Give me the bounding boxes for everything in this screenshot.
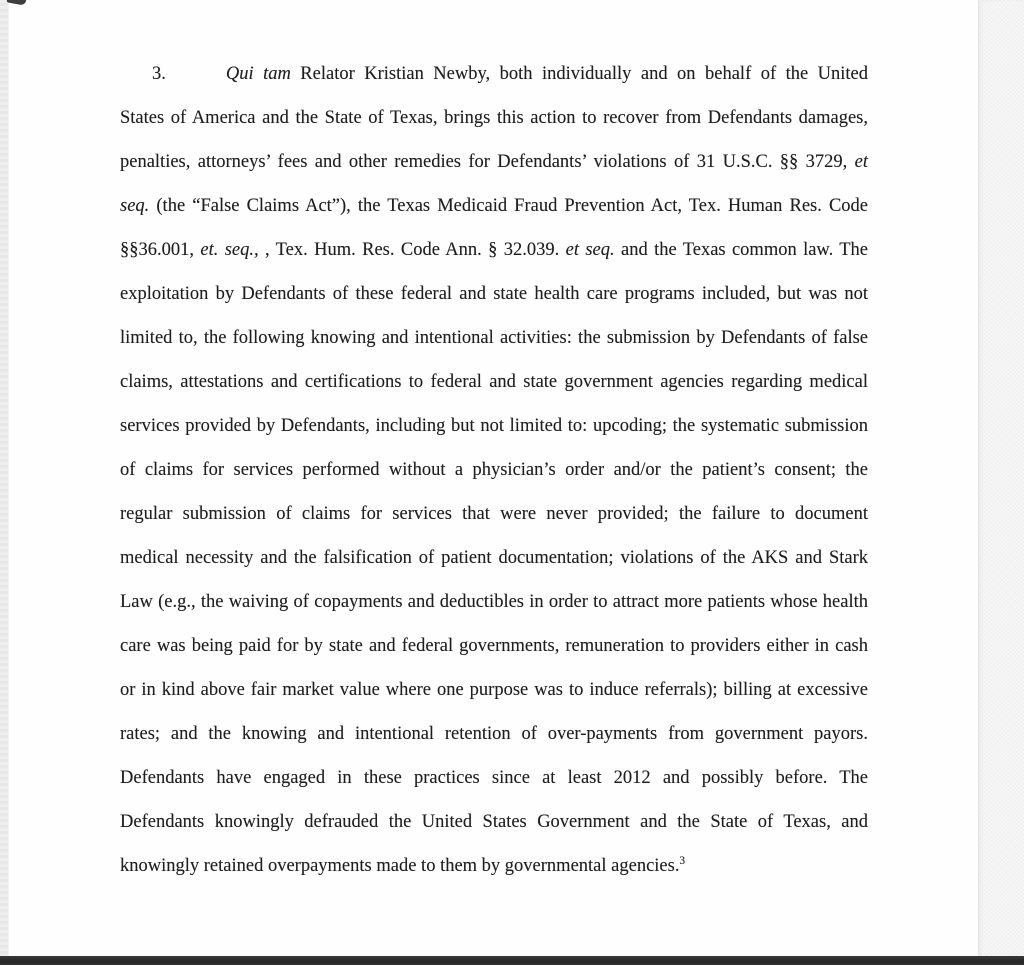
body-text: rates; and the knowing and intentional retention of over-payments from government payors. bbox=[120, 724, 868, 744]
footnote-marker: 3 bbox=[679, 854, 686, 867]
text-line bbox=[120, 756, 868, 800]
text-line bbox=[120, 580, 868, 624]
body-text: Law (e.g., the waiving of copayments and deductibles in order to attract more patients whose health bbox=[120, 592, 868, 612]
body-text: and the Texas common law. The bbox=[614, 240, 869, 260]
tab-spacer bbox=[120, 78, 152, 79]
body-text: §§36.001, bbox=[120, 240, 201, 260]
body-text: 3. bbox=[152, 64, 166, 84]
text-line bbox=[120, 96, 868, 140]
text-line bbox=[120, 272, 868, 316]
text-line bbox=[120, 800, 868, 844]
text-line bbox=[120, 668, 868, 712]
body-text: claims, attestations and certifications to federal and state government agencies regarding medical bbox=[120, 372, 868, 392]
body-text: penalties, attorneys’ fees and other remedies for Defendants’ violations of 31 U.S.C. §§ 3729, bbox=[120, 152, 855, 172]
italic-text: et bbox=[854, 152, 868, 172]
body-text: Defendants have engaged in these practices since at least 2012 and possibly before. The bbox=[120, 768, 868, 788]
body-text: of claims for services performed without a physician’s order and/or the patient’s consent; the bbox=[120, 460, 868, 480]
text-line bbox=[120, 448, 868, 492]
body-text: , Tex. Hum. Res. Code Ann. § 32.039. bbox=[258, 240, 566, 260]
scan-edge-left bbox=[0, 0, 9, 965]
body-text: or in kind above fair market value where one purpose was to induce referrals); billing at excessive bbox=[120, 680, 868, 700]
text-line bbox=[120, 624, 868, 668]
scan-edge-bottom bbox=[0, 956, 1024, 965]
italic-text: et seq. bbox=[565, 240, 615, 260]
text-line bbox=[120, 140, 868, 184]
italic-text: et. seq., bbox=[200, 240, 259, 260]
text-line bbox=[120, 492, 868, 536]
body-text: (the “False Claims Act”), the Texas Medicaid Fraud Prevention Act, Tex. Human Res. Code bbox=[149, 196, 868, 216]
scan-edge-right bbox=[978, 0, 1024, 965]
body-text: Relator Kristian Newby, both individually and on behalf of the United bbox=[290, 64, 868, 84]
text-line bbox=[120, 844, 868, 888]
scan-artifact-mark bbox=[7, 0, 27, 6]
body-text: Defendants knowingly defrauded the United States Government and the State of Texas, and bbox=[120, 812, 868, 832]
body-text: services provided by Defendants, including but not limited to: upcoding; the systematic submission bbox=[120, 416, 868, 436]
body-text: knowingly retained overpayments made to them by governmental agencies. bbox=[120, 856, 680, 876]
paragraph-3 bbox=[120, 52, 868, 888]
text-line bbox=[120, 316, 868, 360]
text-line bbox=[120, 360, 868, 404]
text-line bbox=[120, 228, 868, 272]
body-text: limited to, the following knowing and intentional activities: the submission by Defendants of false bbox=[120, 328, 868, 348]
body-text: States of America and the State of Texas, brings this action to recover from Defendants damages, bbox=[120, 108, 868, 128]
body-text: medical necessity and the falsification of patient documentation; violations of the AKS and Stark bbox=[120, 548, 868, 568]
tab-spacer bbox=[166, 78, 226, 79]
body-text: care was being paid for by state and federal governments, remuneration to providers either in cash bbox=[120, 636, 868, 656]
italic-text: seq. bbox=[120, 196, 150, 216]
text-line bbox=[120, 404, 868, 448]
text-line bbox=[120, 712, 868, 756]
italic-text: Qui tam bbox=[225, 64, 291, 84]
text-line bbox=[120, 184, 868, 228]
text-line bbox=[120, 52, 868, 96]
body-text: exploitation by Defendants of these federal and state health care programs included, but was not bbox=[120, 284, 868, 304]
text-line bbox=[120, 536, 868, 580]
body-text: regular submission of claims for services that were never provided; the failure to document bbox=[120, 504, 868, 524]
